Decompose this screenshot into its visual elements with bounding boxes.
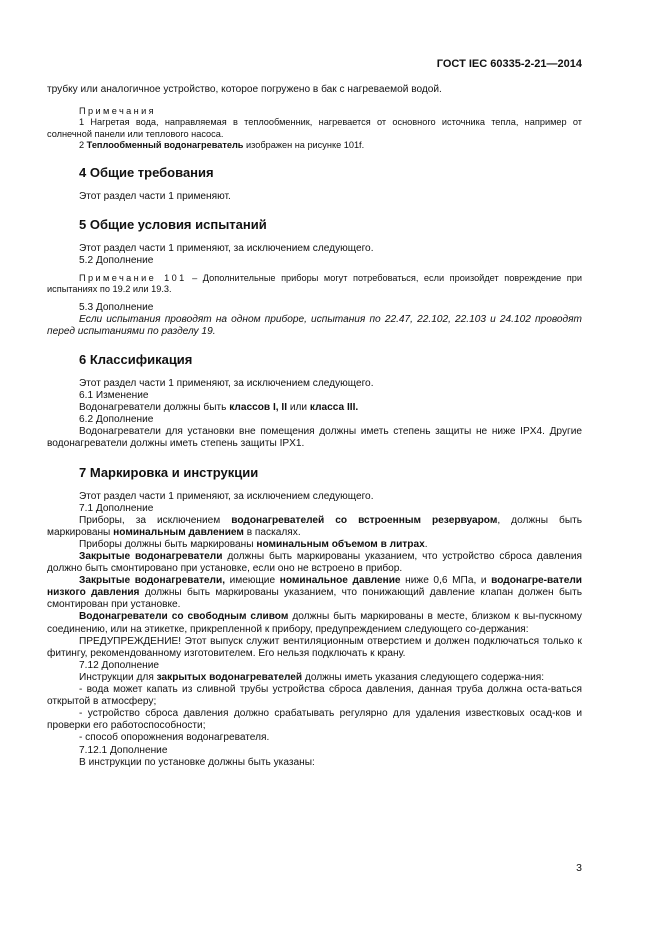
list-item: - устройство сброса давления должно срабатывать регулярно для удаления известковых осад-ков и проверки его работоспособности;: [47, 708, 582, 732]
continuation-line: трубку или аналогичное устройство, которое погружено в бак с нагреваемой водой.: [47, 84, 442, 96]
note-101: Примечание 101 – Дополнительные приборы могут потребоваться, если произойдет повреждение при испытаниях по 19.2 или 19.3.: [47, 273, 582, 295]
paragraph-7-1-c: Закрытые водонагреватели должны быть маркированы указанием, что устройство сброса давления должно быть смонтировано при установке, если оно не встроено в прибор.: [47, 551, 582, 575]
subsection-6-1: 6.1 Изменение: [79, 390, 149, 402]
section-5-title: 5 Общие условия испытаний: [79, 217, 267, 233]
subsection-7-1: 7.1 Дополнение: [79, 502, 154, 514]
section-5-text: Этот раздел части 1 применяют, за исключением следующего.: [79, 243, 374, 255]
list-item: - способ опорожнения водонагревателя.: [79, 732, 270, 744]
paragraph-7-1-a: Приборы, за исключением водонагревателей со встроенным резервуаром, должны быть маркированы номинальным давлением в паскалях.: [47, 514, 583, 538]
section-4-title: 4 Общие требования: [79, 165, 214, 180]
page-number: 3: [576, 862, 582, 874]
note-1: 1 Нагретая вода, направляемая в теплообменник, нагревается от основного источника тепла, например от солнечной панели или теплового насоса.: [47, 117, 582, 139]
subsection-7-12: 7.12 Дополнение: [79, 659, 160, 671]
notes-heading: Примечания: [79, 106, 157, 117]
section-4-text: Этот раздел части 1 применяют.: [79, 191, 231, 202]
list-item: - вода может капать из сливной трубы устройства сброса давления, данная труба должна оста-ваться открытой в атмосферу;: [47, 684, 582, 708]
paragraph-7-1-e: Водонагреватели со свободным сливом должны быть маркированы в месте, близком к вы-пускному соединению, или на этикетке, прикрепленной к прибору, предупреждением следующего со-держания:: [47, 611, 582, 635]
paragraph-7-1-b: Приборы должны быть маркированы номинальным объемом в литрах.: [79, 538, 428, 550]
paragraph-7-1-d: Закрытые водонагреватели, имеющие номинальное давление ниже 0,6 МПа, и водонагре-ватели низкого давления должны быть маркированы указанием, что понижающий давление клапан должен быть смонтирован при установке.: [47, 575, 582, 611]
note-2: 2 Теплообменный водонагреватель изображен на рисунке 101f.: [79, 139, 365, 150]
subsection-6-2-text: Водонагреватели для установки вне помещения должны иметь степень защиты не ниже IPX4. Другие водонагреватели должны иметь степень защиты IPX1.: [47, 426, 582, 450]
subsection-6-2: 6.2 Дополнение: [79, 414, 154, 426]
subsection-5-3: 5.3 Дополнение: [79, 301, 154, 313]
subsection-6-1-text: Водонагреватели должны быть классов I, II или класса III.: [79, 402, 359, 414]
standard-designation: ГОСТ IEC 60335-2-21—2014: [436, 58, 582, 70]
subsection-5-2: 5.2 Дополнение: [79, 255, 154, 267]
paragraph-7-12: Инструкции для закрытых водонагревателей должны иметь указания следующего содержа-ния:: [79, 671, 545, 683]
section-6-text: Этот раздел части 1 применяют, за исключением следующего.: [79, 377, 374, 389]
subsection-5-3-text: Если испытания проводят на одном приборе, испытания по 22.47, 22.102, 22.103 и 24.102 проводят перед испытаниями по разделу 19.: [47, 313, 582, 337]
section-6-title: 6 Классификация: [79, 351, 193, 367]
warning-text: ПРЕДУПРЕЖДЕНИЕ! Этот выпуск служит вентиляционным отверстием и должен подключаться только к фитингу, рекомендованному изготовителем. Его нельзя подключать к крану.: [47, 635, 582, 659]
paragraph-7-12-1: В инструкции по установке должны быть указаны:: [79, 756, 315, 768]
subsection-7-12-1: 7.12.1 Дополнение: [79, 744, 168, 756]
section-7-text: Этот раздел части 1 применяют, за исключением следующего.: [79, 490, 374, 502]
section-7-title: 7 Маркировка и инструкции: [79, 464, 259, 480]
